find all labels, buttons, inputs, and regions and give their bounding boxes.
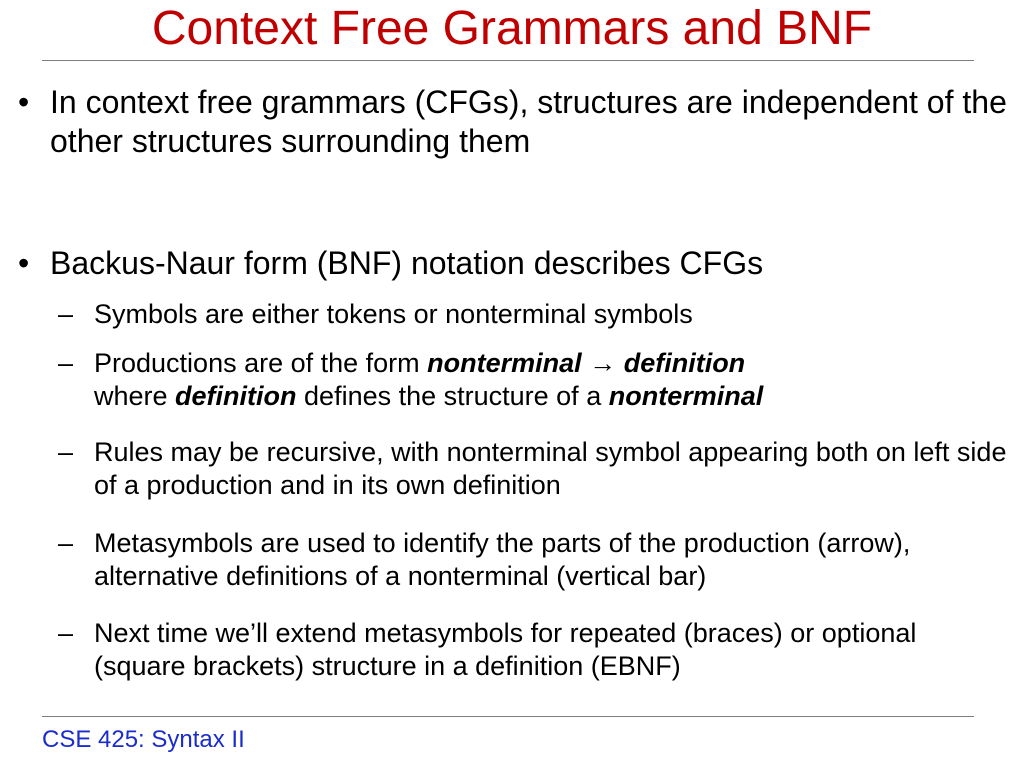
bullet-marker: • bbox=[18, 84, 30, 120]
footer-divider bbox=[42, 716, 974, 717]
bullet-text: In context free grammars (CFGs), structures are independent of the other structures surrounding them bbox=[50, 84, 1007, 159]
text-segment: where bbox=[94, 381, 176, 411]
emphasis-nonterminal: nonterminal bbox=[608, 381, 764, 411]
sub-bullet-marker: – bbox=[58, 528, 74, 558]
sub-bullet-text: Next time we’ll extend metasymbols for repeated (braces) or optional (square brackets) structure in a definition (EBNF) bbox=[94, 618, 917, 681]
sub-bullet-marker: – bbox=[58, 348, 74, 378]
arrow-symbol: → bbox=[581, 348, 624, 378]
text-segment: Productions are of the form bbox=[94, 348, 428, 378]
sub-bullet-symbols bbox=[58, 298, 1008, 331]
sub-bullet-text: Rules may be recursive, with nonterminal symbol appearing both on left side of a production and in its own definition bbox=[94, 437, 1007, 500]
sub-bullet-productions bbox=[58, 347, 1008, 413]
sub-bullet-metasymbols bbox=[58, 527, 1008, 593]
sub-bullet-marker: – bbox=[58, 437, 74, 467]
text-segment: defines the structure of a bbox=[296, 381, 609, 411]
bullet-text: Backus-Naur form (BNF) notation describes CFGs bbox=[50, 245, 764, 281]
emphasis-definition: definition bbox=[623, 348, 746, 378]
sub-bullet-text: Metasymbols are used to identify the parts of the production (arrow), alternative definitions of a nonterminal (vertical bar) bbox=[94, 528, 911, 591]
title-divider bbox=[42, 60, 974, 61]
bullet-bnf bbox=[18, 244, 1008, 283]
sub-bullet-marker: – bbox=[58, 618, 74, 648]
bullet-cfg bbox=[18, 83, 1008, 161]
footer-course-label: CSE 425: Syntax II bbox=[42, 726, 245, 753]
sub-bullet-text bbox=[94, 347, 1008, 413]
sub-bullet-text: Symbols are either tokens or nonterminal symbols bbox=[94, 299, 693, 329]
sub-bullet-marker: – bbox=[58, 299, 74, 329]
sub-bullet-ebnf bbox=[58, 617, 1008, 683]
sub-bullet-recursive bbox=[58, 436, 1008, 502]
emphasis-definition: definition bbox=[175, 381, 297, 411]
slide-title: Context Free Grammars and BNF bbox=[151, 2, 873, 55]
emphasis-nonterminal: nonterminal bbox=[427, 348, 582, 378]
bullet-marker: • bbox=[18, 245, 30, 281]
